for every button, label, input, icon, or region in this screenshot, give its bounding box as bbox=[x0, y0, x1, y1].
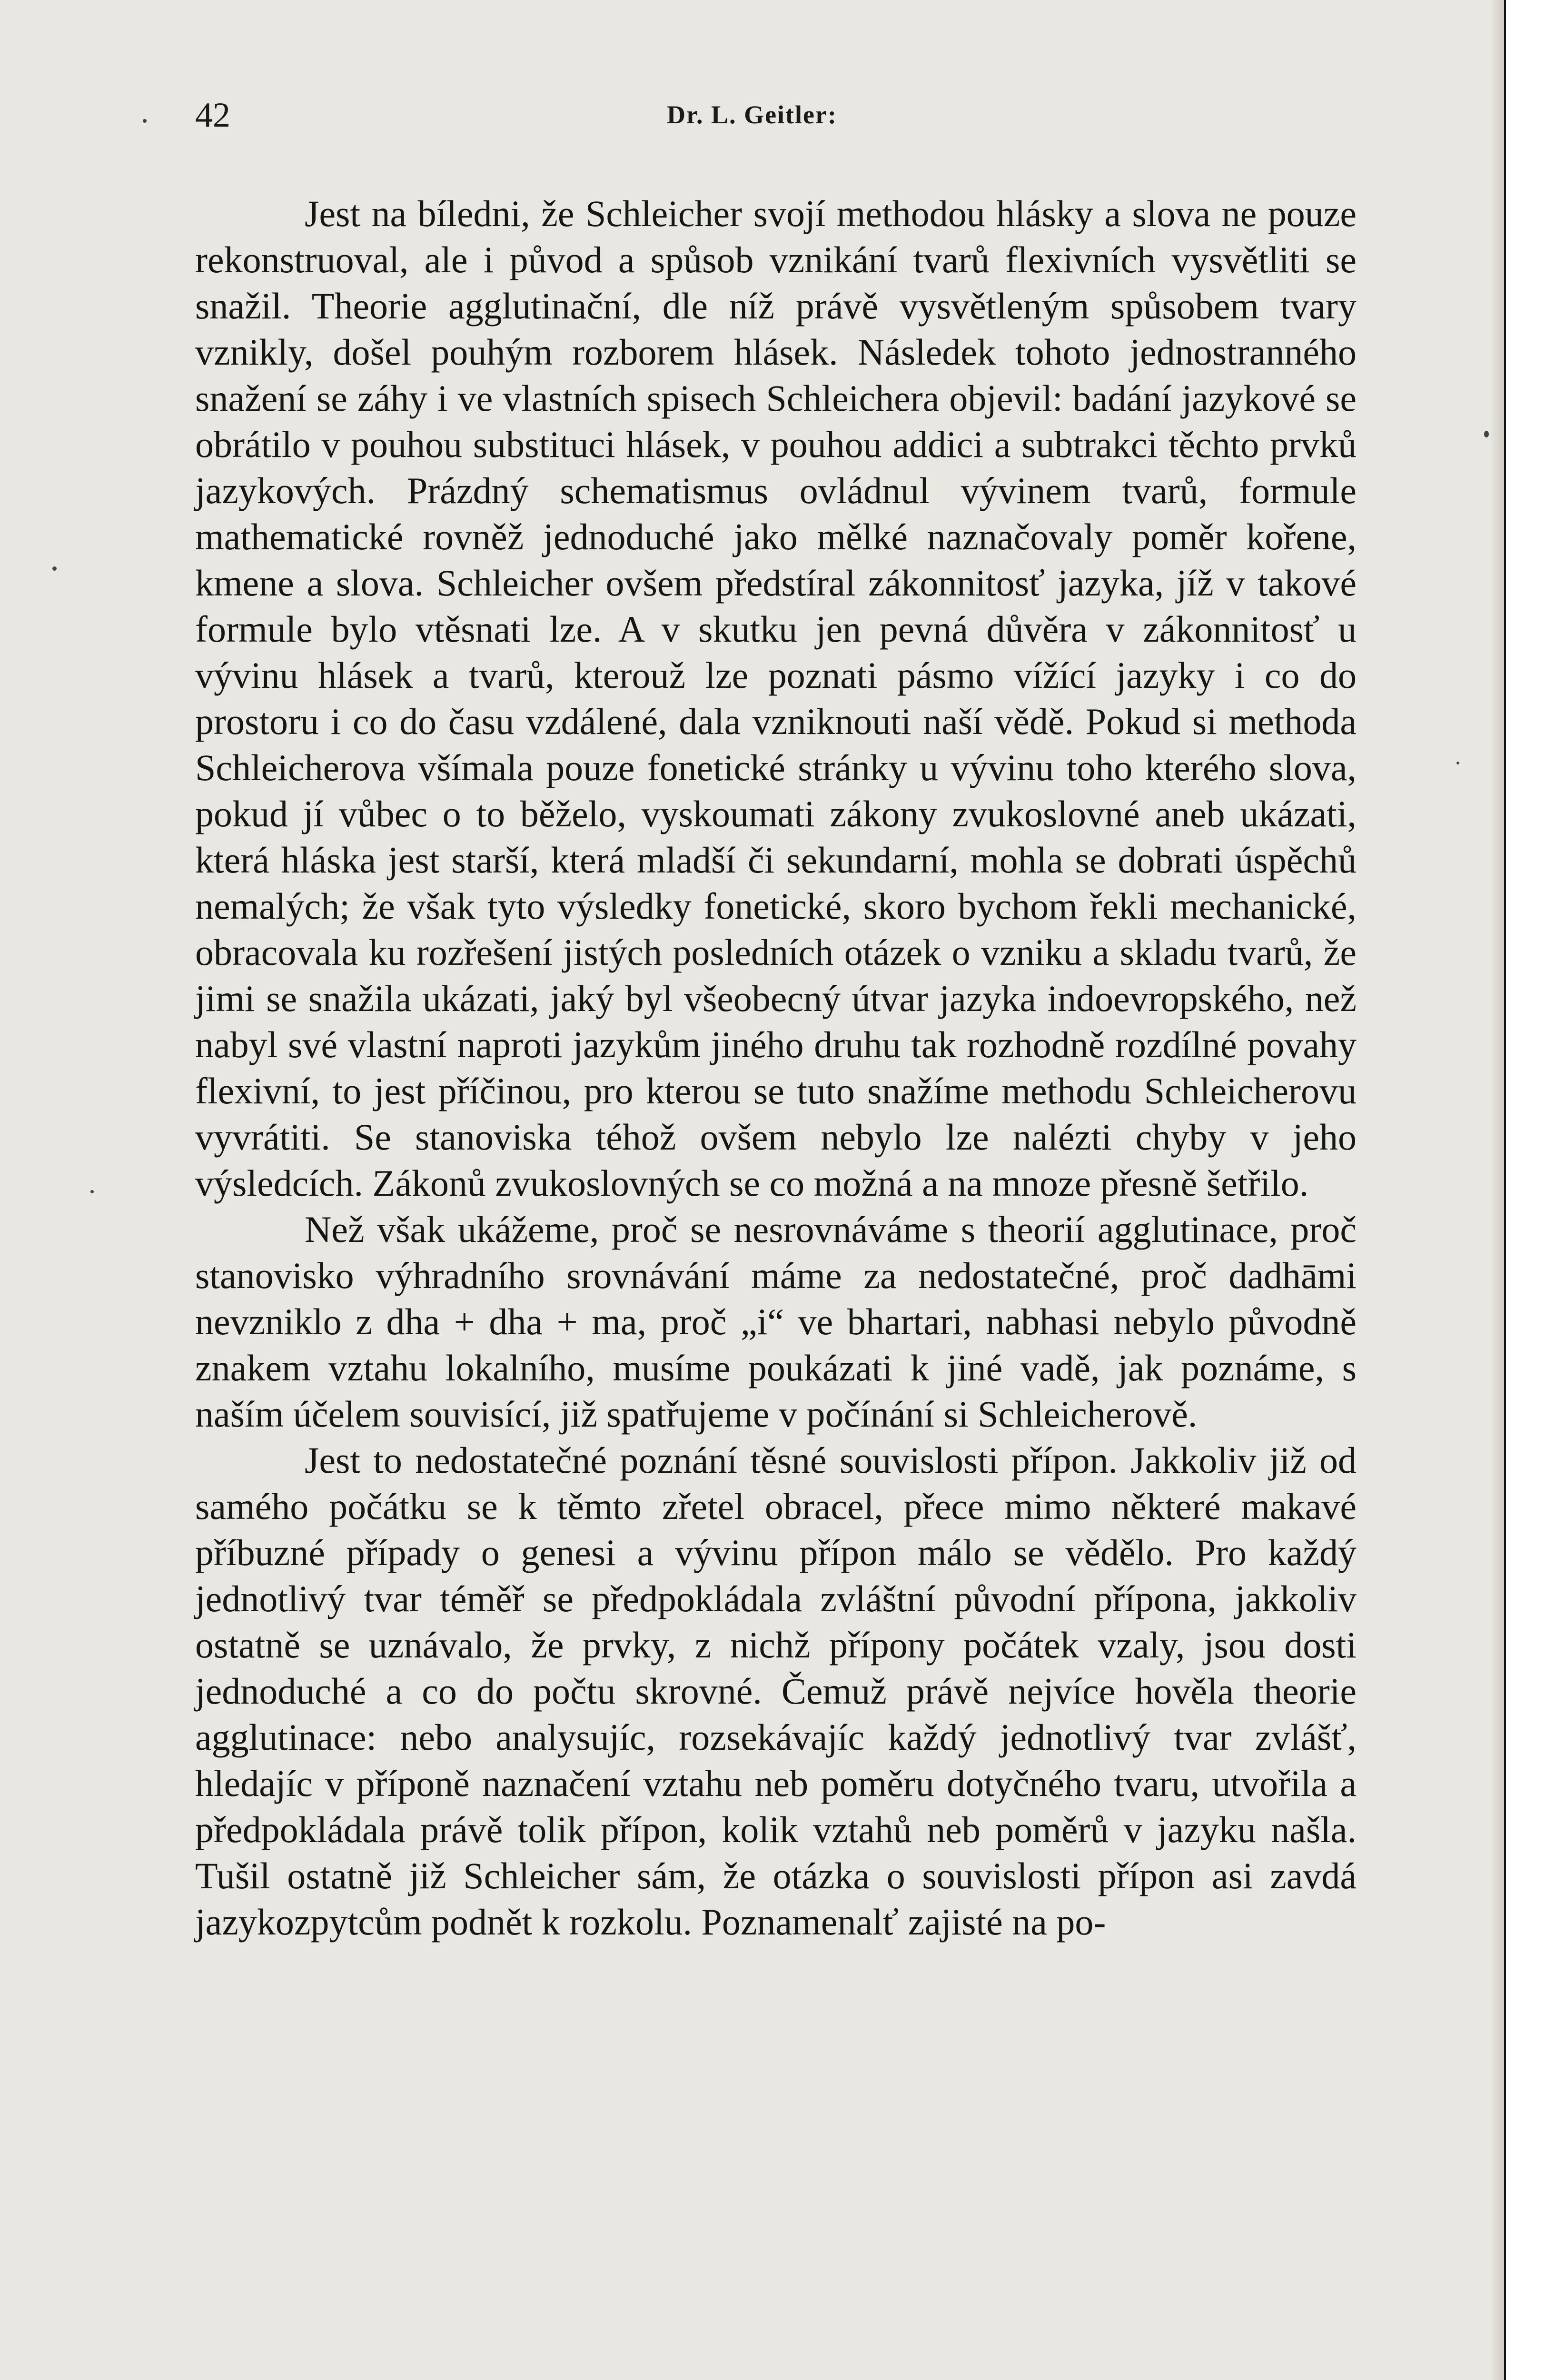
scan-speck bbox=[1456, 762, 1459, 764]
paragraph-1: Jest na bíledni, že Schleicher svojí methodou hlásky a slova ne pouze rekonstruoval, ale i původ a spůsob vznikání tvarů flexivních vysvětliti se snažil. Theorie agglutinační, dle níž právě vysvětleným spůsobem tvary vznikly, došel pouhým rozborem hlásek. Následek tohoto jednostranného snažení se záhy i ve vlastních spisech Schleichera objevil: badání jazykové se obrátilo v pouhou substituci hlásek, v pouhou addici a subtrakci těchto prvků jazykových. Prázdný schematismus ovládnul vývinem tvarů, formule mathematické rovněž jednoduché jako mělké naznačovaly poměr kořene, kmene a slova. Schleicher ovšem předstíral zákonnitosť jazyka, jíž v takové formule bylo vtěsnati lze. A v skutku jen pevná důvěra v zákonnitosť u vývinu hlásek a tvarů, kterouž lze poznati pásmo vížící jazyky i co do prostoru i co do času vzdálené, dala vzniknouti naší vědě. Pokud si methoda Schleicherova všímala pouze fonetické stránky u vývinu toho kterého slova, pokud jí vůbec o to běželo, vyskoumati zákony zvukoslovné aneb ukázati, která hláska jest starší, která mladší či sekundarní, mohla se dobrati úspěchů nemalých; že však tyto výsledky fonetické, skoro bychom řekli mechanické, obracovala ku rozřešení jistých posledních otázek o vzniku a skladu tvarů, že jimi se snažila ukázati, jaký byl všeobecný útvar jazyka indoevropského, než nabyl své vlastní naproti jazykům jiného druhu tak rozhodně rozdílné povahy flexivní, to jest příčinou, pro kterou se tuto snažíme methodu Schleicherovu vyvrátiti. Se stanoviska téhož ovšem nebylo lze nalézti chyby v jeho výsledcích. Zákonů zvukoslovných se co možná a na mnoze přesně šetřilo. bbox=[195, 193, 1357, 1204]
page-number: 42 bbox=[195, 96, 230, 135]
scan-border bbox=[1504, 0, 1545, 2380]
running-head: Dr. L. Geitler: bbox=[667, 100, 837, 129]
paragraph-2: Než však ukážeme, proč se nesrovnáváme s theorií agglutinace, proč stanovisko výhradního srovnávání máme za nedostatečné, proč dadhāmi nevzniklo z dha + dha + ma, proč „i“ ve bhartari, nabhasi nebylo původně znakem vztahu lokalního, musíme poukázati k jiné vadě, jak poznáme, s naším účelem souvisící, již spatřujeme v počínání si Schleicherově. bbox=[195, 1209, 1357, 1435]
scan-speck bbox=[52, 566, 57, 571]
page-header bbox=[0, 95, 1504, 162]
scan-speck bbox=[1484, 431, 1489, 437]
scan-speck bbox=[90, 1190, 94, 1193]
scan-speck bbox=[143, 119, 147, 123]
body-text bbox=[195, 190, 1357, 1945]
paragraph-3: Jest to nedostatečné poznání těsné souvislosti přípon. Jakkoliv již od samého počátku se k těmto zřetel obracel, přece mimo některé makavé příbuzné případy o genesi a vývinu přípon málo se vědělo. Pro každý jednotlivý tvar téměř se předpokládala zvláštní původní přípona, jakkoliv ostatně se uznávalo, že prvky, z nichž přípony počátek vzaly, jsou dosti jednoduché a co do počtu skrovné. Čemuž právě nejvíce hověla theorie agglutinace: nebo analysujíc, rozsekávajíc každý jednotlivý tvar zvlášť, hledajíc v příponě naznačení vztahu neb poměru dotyčného tvaru, utvořila a předpokládala právě tolik přípon, kolik vztahů neb poměrů v jazyku našla. Tušil ostatně již Schleicher sám, že otázka o souvislosti přípon asi zavdá jazykozpytcům podnět k rozkolu. Poznamenalť zajisté na po- bbox=[195, 1439, 1357, 1943]
